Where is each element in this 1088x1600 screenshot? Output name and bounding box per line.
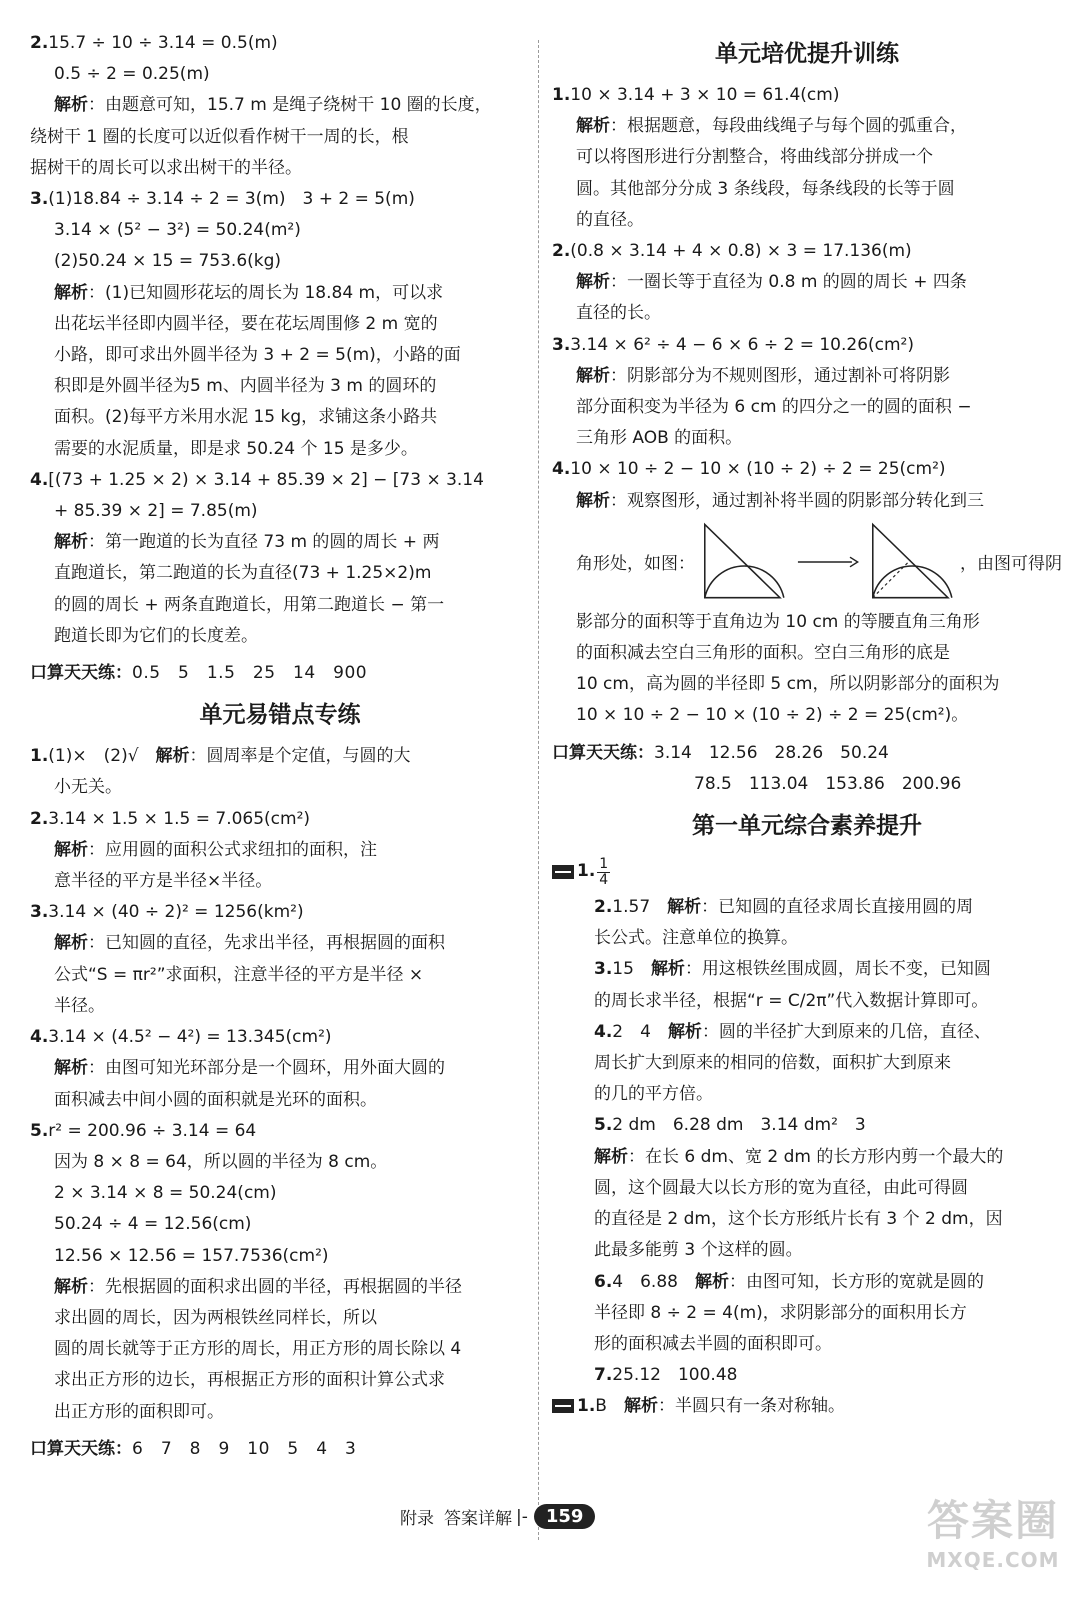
oral-practice-label: 口算天天练： [30,663,132,684]
text-line [30,772,530,803]
analysis-label: 解析 [623,1396,658,1417]
text-line [30,90,530,121]
line-text: 3.14 × (40 ÷ 2)² = 1256(km²) [48,902,304,923]
line-text: 25.12 100.48 [612,1365,738,1386]
analysis-label: 解析 [650,959,685,980]
text-line [30,1272,530,1303]
text-line [30,434,530,465]
line-text: 可以将图形进行分割整合，将曲线部分拼成一个 [576,147,933,168]
line-text: 的圆的周长 + 两条直跑道长，用第二跑道长 − 第一 [54,594,445,615]
question-number: 3. [594,959,613,980]
line-text: 出正方形的面积即可。 [54,1401,224,1422]
advanced-answers-block [552,80,1062,517]
text-line [552,111,1062,142]
fraction-numerator: 1 [599,855,609,872]
analysis-label: 解析 [576,116,610,137]
figure-post-text: ，由图可得阴 [960,554,1062,575]
text-line [30,960,530,991]
text-line [30,340,530,371]
text-line [552,1048,1062,1079]
fraction-answer [597,857,610,888]
line-text: ：已知圆的直径，先求出半径，再根据圆的面积 [88,933,445,954]
line-text: 求出圆的周长，因为两根铁丝同样长，所以 [54,1307,377,1328]
line-text: 4 6.88 [612,1271,695,1292]
text-line [30,1022,530,1053]
line-text: 半径。 [54,995,105,1016]
question-number: 4. [30,1027,49,1048]
analysis-text: ：由图可知，长方形的宽就是圆的 [728,1271,984,1292]
footer-answers: 答案详解 [444,1509,512,1529]
section-one-marker-icon [552,865,574,879]
analysis-label: 解析 [155,746,190,767]
text-line [30,465,530,496]
review-q1 [552,852,1062,892]
line-text: ：(1)已知圆形花坛的周长为 18.84 m，可以求 [88,282,444,303]
oral-practice-values-row1: 3.14 12.56 28.26 50.24 [654,742,889,763]
line-text: 的面积减去空白三角形的面积。空白三角形的底是 [576,643,950,664]
line-text: 面积。(2)每平方米用水泥 15 kg，求铺这条小路共 [54,407,438,428]
text-line [552,1235,1062,1266]
line-text: 影部分的面积等于直角边为 10 cm 的等腰直角三角形 [576,611,980,632]
line-text: 的周长求半径，根据“r = C/2π”代入数据计算即可。 [594,990,989,1011]
text-line [552,361,1062,392]
line-text: ：观察图形，通过割补将半圆的阴影部分转化到三 [610,490,984,511]
question-number: 2. [30,33,49,53]
analysis-label: 解析 [54,933,88,954]
analysis-text: ：圆的半径扩大到原来的几倍，直径、 [701,1021,991,1042]
line-text: 50.24 ÷ 4 = 12.56(cm) [54,1214,252,1235]
analysis-label: 解析 [667,1021,702,1042]
text-line [30,371,530,402]
text-line [552,669,1062,700]
line-text: 绕树干 1 圈的长度可以近似看作树干一周的长，根 [30,126,409,147]
analysis-label: 解析 [576,490,610,511]
analysis-text: ：已知圆的直径求周长直接用圆的周 [701,897,974,918]
text-line [30,28,530,59]
column-divider [538,40,539,1540]
oral-practice-label: 口算天天练： [552,742,654,763]
text-line [552,1173,1062,1204]
section-heading-errors: 单元易错点专练 [199,701,361,729]
line-text: ：由题意可知，15.7 m 是绳子绕树干 10 圈的长度， [88,95,492,116]
text-line [552,392,1062,423]
question-number: 5. [594,1115,613,1136]
section-heading-advanced: 单元培优提升训练 [715,40,899,67]
line-text: 周长扩大到原来的相同的倍数，面积扩大到原来 [594,1053,951,1074]
line-text: 公式“S = πr²”求面积，注意半径的平方是半径 × [54,964,424,985]
left-column [30,28,530,1465]
left-answers-block [30,28,530,652]
text-line [30,741,530,772]
text-line [30,527,530,558]
line-text: 10 cm，高为圆的半径即 5 cm，所以阴影部分的面积为 [576,674,1000,695]
oral-practice-1 [30,658,530,689]
answer-text: B [595,1396,624,1417]
line-text: ：一圈长等于直径为 0.8 m 的圆的周长 + 四条 [610,272,967,293]
line-text: 需要的水泥质量，即是求 50.24 个 15 是多少。 [54,438,418,459]
analysis-label: 解析 [667,897,702,918]
question-number: 1. [30,746,49,767]
text-line [552,700,1062,731]
line-text: 圆的周长就等于正方形的周长，用正方形的周长除以 4 [54,1339,462,1360]
fraction-denominator: 4 [599,871,609,888]
line-text: 直径的长。 [576,303,661,324]
line-text: 15 [612,959,651,980]
figure-line [552,517,1062,607]
line-text: 求出正方形的边长，再根据正方形的面积计算公式求 [54,1370,445,1391]
text-line [30,1397,530,1428]
text-line [30,1365,530,1396]
section-heading-unit-review: 第一单元综合素养提升 [692,812,922,840]
text-line [30,215,530,246]
line-text: 10 × 3.14 + 3 × 10 = 61.4(cm) [570,85,840,105]
text-line [30,897,530,928]
text-line [30,991,530,1022]
line-text: 三角形 AOB 的面积。 [576,428,743,449]
arrow-icon [796,552,860,572]
right-column [552,28,1062,1423]
advanced-answers-block-2 [552,607,1062,732]
line-text: 因为 8 × 8 = 64，所以圆的半径为 8 cm。 [54,1151,388,1172]
text-line [552,267,1062,298]
text-line [552,1298,1062,1329]
text-line [30,804,530,835]
line-text: 积即是外圆半径为5 m、内圆半径为 3 m 的圆环的 [54,376,437,397]
question-number: 1. [577,1396,596,1417]
question-number: 5. [30,1120,49,1141]
line-text: 跑道长即为它们的长度差。 [54,625,258,646]
line-text: [(73 + 1.25 × 2) × 3.14 + 85.39 × 2] − [73 × 3.14 [48,469,484,490]
page-number: 159 [534,1504,596,1529]
analysis-label: 解析 [54,1276,88,1297]
analysis-label: 解析 [54,282,88,303]
text-line [30,1303,530,1334]
analysis-label: 解析 [54,1058,88,1079]
line-text: 0.5 ÷ 2 = 0.25(m) [54,64,210,85]
text-line [30,59,530,90]
text-line [30,558,530,589]
text-line [552,298,1062,329]
line-text: (0.8 × 3.14 + 4 × 0.8) × 3 = 17.136(m) [570,241,912,262]
text-line [30,1241,530,1272]
oral-practice-label: 口算天天练： [30,1438,132,1459]
text-line [30,278,530,309]
text-line [30,153,530,184]
question-number: 1. [577,861,596,882]
line-text: 出花坛半径即内圆半径，要在花坛周围修 2 m 宽的 [54,313,438,334]
text-line [552,454,1062,485]
question-number: 4. [594,1021,613,1042]
text-line [30,621,530,652]
line-text: 据树干的周长可以求出树干的半径。 [30,157,302,178]
text-line [552,607,1062,638]
question-number: 2. [30,808,49,829]
text-line [552,986,1062,1017]
line-text: 圆。其他部分分成 3 条线段，每条线段的长等于圆 [576,178,955,199]
text-line [30,835,530,866]
question-number: 7. [594,1365,613,1386]
text-line [552,1079,1062,1110]
line-text: 3.14 × (4.5² − 4²) = 13.345(cm²) [48,1027,332,1048]
line-text: 的几的平方倍。 [594,1084,713,1105]
line-text: 10 × 10 ÷ 2 − 10 × (10 ÷ 2) ÷ 2 = 25(cm²)。 [576,705,969,726]
line-text: 3.14 × 1.5 × 1.5 = 7.065(cm²) [48,808,311,829]
line-text: (1)× (2)√ [48,746,156,767]
error-practice-block [30,741,530,1427]
text-line [30,1209,530,1240]
line-text: 小路，即可求出外圆半径为 3 + 2 = 5(m)，小路的面 [54,345,461,366]
oral-practice-values: 0.5 5 1.5 25 14 900 [132,663,368,684]
text-line [30,184,530,215]
text-line [552,1204,1062,1235]
question-number: 4. [30,469,49,490]
watermark-logo [918,1488,1068,1578]
line-text: + 85.39 × 2] = 7.85(m) [54,501,258,522]
text-line [552,1267,1062,1298]
text-line [30,590,530,621]
text-line [552,923,1062,954]
analysis-label: 解析 [54,532,88,553]
analysis-label: 解析 [54,95,88,116]
text-line [30,928,530,959]
text-line [552,80,1062,111]
analysis-label: 解析 [594,1146,628,1167]
text-line [30,402,530,433]
oral-practice-values: 6 7 8 9 10 5 4 3 [132,1438,357,1459]
line-text: 意半径的平方是半径×半径。 [54,871,273,892]
text-line [552,174,1062,205]
analysis-label: 解析 [694,1271,729,1292]
text-line [552,205,1062,236]
line-text: 15.7 ÷ 10 ÷ 3.14 = 0.5(m) [48,33,278,53]
analysis-text: ：半圆只有一条对称轴。 [657,1396,845,1417]
text-line [552,1360,1062,1391]
footer-appendix: 附录 [400,1509,434,1529]
line-text: 12.56 × 12.56 = 157.7536(cm²) [54,1245,329,1266]
line-text: 的直径是 2 dm，这个长方形纸片长有 3 个 2 dm，因 [594,1209,1003,1230]
line-text: 长公式。注意单位的换算。 [594,928,798,949]
text-line [552,1110,1062,1141]
review-section-two-q1 [552,1391,1062,1422]
watermark-line2: MXQE.COM [926,1548,1060,1572]
text-line [552,423,1062,454]
text-line [552,638,1062,669]
question-number: 2. [594,897,613,918]
text-line [30,1053,530,1084]
question-number: 1. [552,85,571,105]
text-line [30,866,530,897]
line-text: 2 × 3.14 × 8 = 50.24(cm) [54,1183,277,1204]
line-text: 形的面积减去半圆的面积即可。 [594,1333,832,1354]
line-text: ：第一跑道的长为直径 73 m 的圆的周长 + 两 [88,532,440,553]
question-number: 6. [594,1271,613,1292]
text-line [552,142,1062,173]
text-line [30,122,530,153]
question-number: 3. [30,902,49,923]
line-text: r² = 200.96 ÷ 3.14 = 64 [48,1120,257,1141]
line-text: 的直径。 [576,209,644,230]
text-line [30,309,530,340]
text-line [552,1017,1062,1048]
question-number: 3. [552,334,571,355]
line-text: ：根据题意，每段曲线绳子与每个圆的弧重合， [610,116,967,137]
question-number: 3. [30,189,49,210]
text-line [30,1085,530,1116]
text-line [552,486,1062,517]
page-footer: 附录 答案详解 |- 159 [400,1504,595,1529]
line-text: 3.14 × 6² ÷ 4 − 6 × 6 ÷ 2 = 10.26(cm²) [570,334,915,355]
line-text: 10 × 10 ÷ 2 − 10 × (10 ÷ 2) ÷ 2 = 25(cm²) [570,459,946,480]
analysis-label: 解析 [54,839,88,860]
line-text: 圆，这个圆最大以长方形的宽为直径，由此可得圆 [594,1177,968,1198]
line-text: 2 4 [612,1021,668,1042]
line-text: 小无关。 [54,777,122,798]
section-two-marker-icon [552,1399,574,1413]
line-text: 3.14 × (5² − 3²) = 50.24(m²) [54,220,301,241]
line-text: 此最多能剪 3 个这样的圆。 [594,1240,803,1261]
text-line [552,330,1062,361]
line-text: 半径即 8 ÷ 2 = 4(m)，求阴影部分的面积用长方 [594,1302,967,1323]
text-line [30,496,530,527]
watermark-line1: 答案圈 [926,1496,1059,1545]
text-line [552,236,1062,267]
line-text: 2 dm 6.28 dm 3.14 dm² 3 [612,1115,866,1136]
oral-practice-2 [30,1434,530,1465]
question-number: 4. [552,459,571,480]
triangle-semicircle-figure-2 [867,519,956,605]
oral-practice-3 [552,738,1062,800]
text-line [552,954,1062,985]
line-text: ：由图可知光环部分是一个圆环，用外面大圆的 [88,1058,445,1079]
triangle-semicircle-figure-1 [699,519,788,605]
line-text: (2)50.24 × 15 = 753.6(kg) [54,251,282,272]
oral-practice-values-row2: 78.5 113.04 153.86 200.96 [694,773,962,794]
line-text: 1.57 [612,897,668,918]
text-line [552,892,1062,923]
analysis-text: ：圆周率是个定值，与圆的大 [189,746,411,767]
text-line [30,246,530,277]
analysis-label: 解析 [576,365,610,386]
text-line [30,1178,530,1209]
line-text: (1)18.84 ÷ 3.14 ÷ 2 = 3(m) 3 + 2 = 5(m) [48,189,415,210]
text-line [30,1334,530,1365]
analysis-label: 解析 [576,272,610,293]
line-text: ：在长 6 dm、宽 2 dm 的长方形内剪一个最大的 [628,1146,1004,1167]
text-line [552,1142,1062,1173]
line-text: ：先根据圆的面积求出圆的半径，再根据圆的半径 [88,1276,462,1297]
text-line [30,1147,530,1178]
text-line [30,1116,530,1147]
question-number: 2. [552,241,571,262]
analysis-text: ：用这根铁丝围成圆，周长不变，已知圆 [684,959,991,980]
figure-pre-text: 角形处，如图： [576,554,695,575]
line-text: 面积减去中间小圆的面积就是光环的面积。 [54,1089,377,1110]
unit-review-block [552,892,1062,1391]
line-text: 直跑道长，第二跑道的长为直径(73 + 1.25×2)m [54,563,432,584]
text-line [552,1329,1062,1360]
line-text: 部分面积变为半径为 6 cm 的四分之一的圆的面积 − [576,397,972,418]
line-text: ：阴影部分为不规则图形，通过割补可将阴影 [610,365,950,386]
line-text: ：应用圆的面积公式求纽扣的面积，注 [88,839,377,860]
